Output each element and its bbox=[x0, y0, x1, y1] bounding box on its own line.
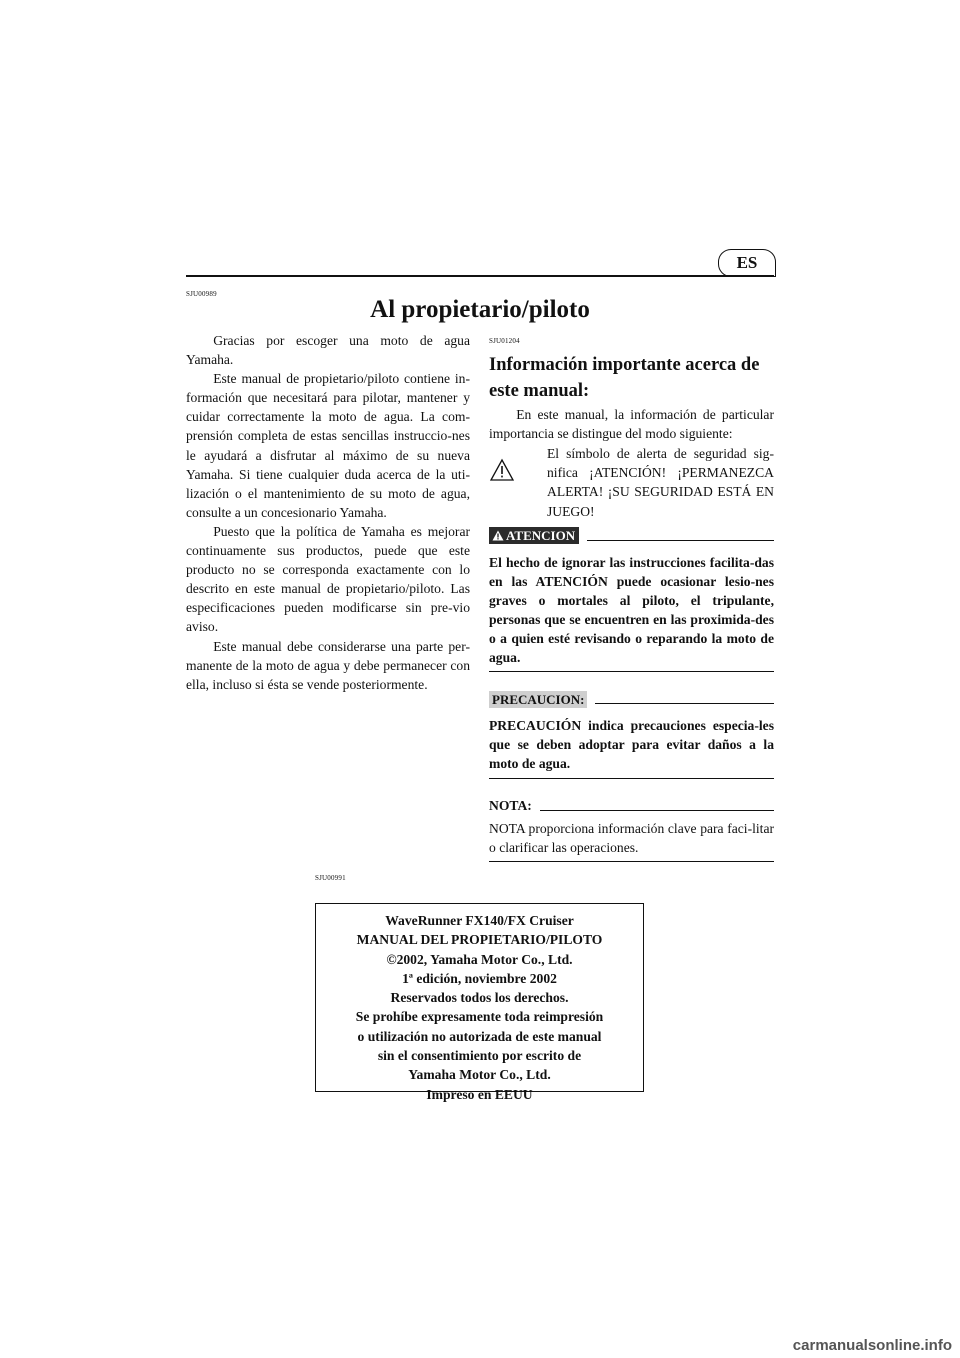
section-code: SJU01204 bbox=[489, 337, 520, 345]
label-rule bbox=[595, 694, 774, 704]
warning-triangle-icon bbox=[489, 444, 547, 520]
watermark: carmanualsonline.info bbox=[792, 1337, 952, 1354]
copyright-line: WaveRunner FX140/FX Cruiser bbox=[385, 913, 574, 928]
label-rule bbox=[587, 531, 774, 541]
left-column bbox=[186, 331, 470, 694]
copyright-line: sin el consentimiento por escrito de bbox=[377, 1048, 582, 1064]
note-text: NOTA proporciona información clave para faci-litar o clarificar las operaciones. bbox=[489, 820, 774, 855]
right-column bbox=[489, 332, 774, 862]
caution-text: PRECAUCIÓN indica precauciones especia-les que se deben adoptar para evitar daños a la moto de agua. bbox=[489, 718, 774, 772]
header-rule bbox=[186, 275, 774, 277]
warning-text: El hecho de ignorar las instrucciones facilita-das en las ATENCIÓN puede ocasionar lesio-nes graves o mortales al piloto, el tripulante, personas que se encuentren en las proximida-des o a quien esté revisando o reparando la moto de agua. bbox=[489, 554, 774, 666]
paragraph: Gracias por escoger una moto de agua Yamaha. bbox=[186, 333, 470, 368]
caution-label-row bbox=[489, 690, 774, 708]
copyright-line: 1ª edición, noviembre 2002 bbox=[402, 970, 557, 986]
warning-triangle-icon bbox=[492, 530, 504, 541]
block-rule bbox=[489, 861, 774, 862]
language-badge: ES bbox=[718, 249, 776, 277]
label-rule bbox=[540, 801, 774, 811]
paragraph: Este manual debe considerarse una parte per-manente de la moto de agua y debe permanecer con ella, incluso si ésta se vende posteriormente. bbox=[186, 638, 470, 692]
copyright-line: Reservados todos los derechos. bbox=[390, 990, 569, 1006]
section-code: SJU00991 bbox=[315, 874, 346, 882]
note-label: NOTA: bbox=[489, 797, 532, 813]
copyright-line: ©2002, Yamaha Motor Co., Ltd. bbox=[386, 951, 573, 967]
copyright-line: Yamaha Motor Co., Ltd. bbox=[408, 1067, 551, 1083]
warning-label: ATENCION bbox=[506, 528, 576, 544]
copyright-line: Se prohíbe expresamente toda reimpresión bbox=[355, 1009, 604, 1025]
section-title: Información importante acerca de este manual: bbox=[489, 355, 760, 402]
copyright-line: Impreso en EEUU bbox=[426, 1086, 533, 1102]
section-code: SJU00989 bbox=[186, 290, 217, 298]
warning-badge bbox=[489, 527, 579, 544]
safety-alert-text: El símbolo de alerta de seguridad sig-nifica ¡ATENCIÓN! ¡PERMANEZCA ALERTA! ¡SU SEGURIDAD ESTÁ EN JUEGO! bbox=[547, 446, 774, 519]
page-title: Al propietario/piloto bbox=[370, 296, 590, 323]
paragraph: Este manual de propietario/piloto contiene in-formación que necesitará para pilotar, mantener y cuidar correctamente la moto de agua. La com-prensión completa de estas sencillas instruccio-nes le ayudará a disfrutar al máximo de su nueva Yamaha. Si tiene cualquier duda acerca de la uti-lización o el mantenimiento de su moto de agua, consulte a un concesionario Yamaha. bbox=[186, 371, 470, 520]
warning-label-row bbox=[489, 527, 774, 545]
note-label-row bbox=[489, 797, 774, 815]
safety-alert-row bbox=[489, 444, 774, 520]
paragraph: Puesto que la política de Yamaha es mejorar continuamente sus productos, puede que este producto no se corresponda exactamente con lo descrito en este manual de propietario/piloto. Las especificaciones pueden modificarse sin pre-vio aviso. bbox=[186, 523, 470, 635]
copyright-line: MANUAL DEL PROPIETARIO/PILOTO bbox=[356, 932, 603, 948]
intro-text: En este manual, la información de particular importancia se distingue del modo siguiente: bbox=[489, 407, 774, 442]
copyright-line: o utilización no autorizada de este manual bbox=[357, 1028, 602, 1044]
copyright-box bbox=[315, 903, 644, 1102]
caution-badge: PRECAUCION: bbox=[489, 691, 587, 708]
